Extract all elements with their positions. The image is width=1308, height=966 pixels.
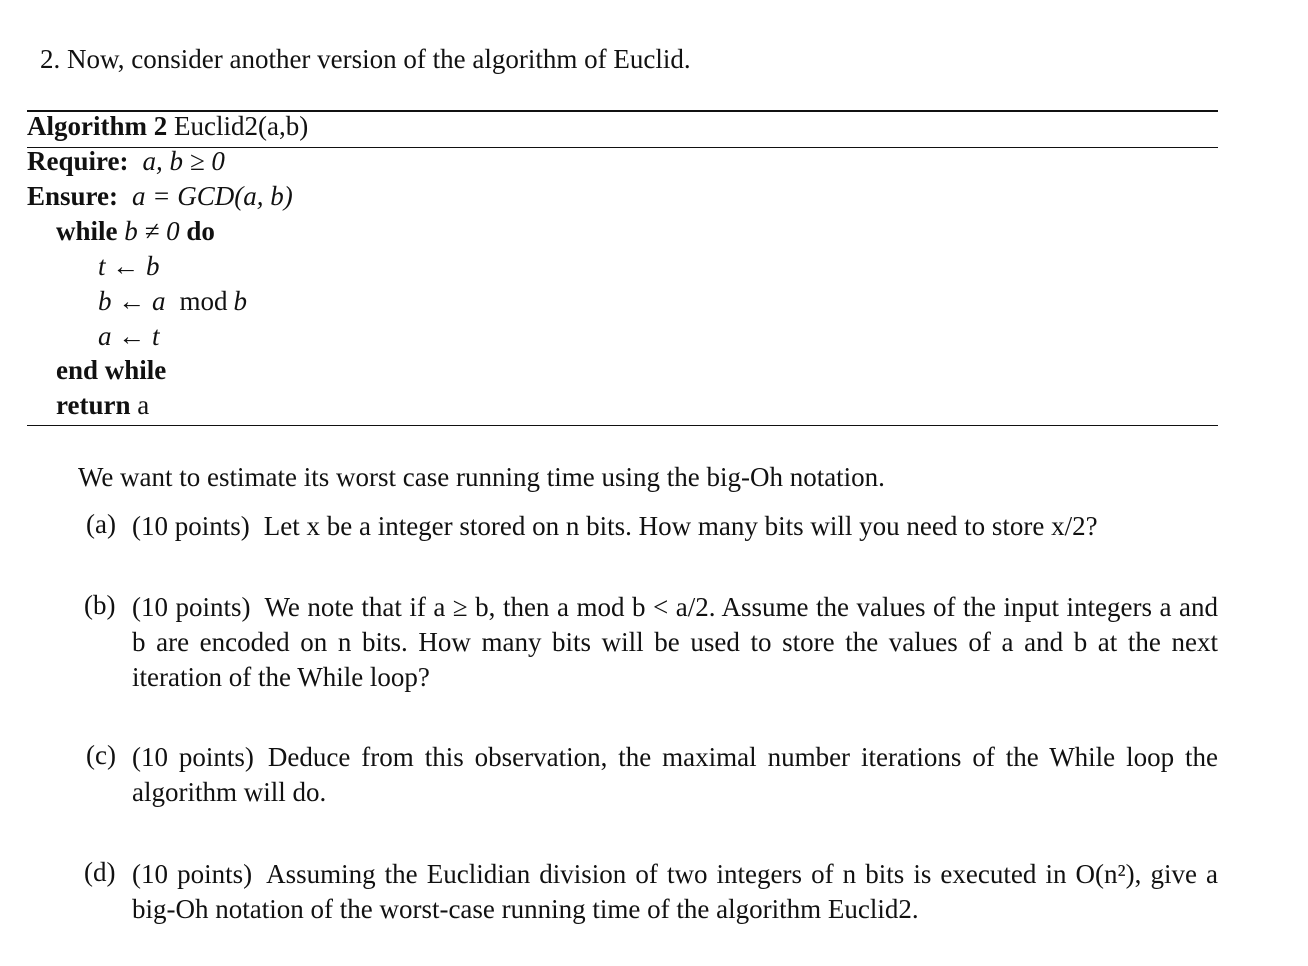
algorithm-ensure [27, 181, 293, 212]
algorithm-assign-b [98, 286, 247, 317]
assign-b-lhs: b ← a [98, 286, 166, 316]
question-lead: We want to estimate its worst case running time using the big-Oh notation. [78, 462, 885, 492]
algorithm-caption-label: Algorithm 2 [27, 111, 168, 141]
return-keyword: return [56, 390, 131, 420]
algorithm-end-while: end while [56, 355, 167, 385]
item-b-label: (b) [84, 590, 116, 620]
item-d-text [132, 857, 1218, 927]
item-c-points: (10 points) [132, 742, 254, 772]
item-a-body: Let x be a integer stored on n bits. How many bits will you need to store x/2? [263, 511, 1098, 541]
item-a-text [132, 509, 1098, 544]
item-c-body: Deduce from this observation, the maximal number iterations of the While loop the algorithm will do. [132, 742, 1218, 807]
item-b-points: (10 points) [132, 592, 251, 622]
algorithm-return-line [56, 390, 149, 421]
mod-operator: mod [179, 286, 228, 316]
while-condition: b ≠ 0 [124, 216, 180, 246]
ensure-label: Ensure: [27, 181, 119, 211]
item-b-body: We note that if a ≥ b, then a mod b < a/2. Assume the values of the input integers a and b are encoded on n bits. How many bits will be used to store the values of a and b at the next iteration of the While loop? [132, 592, 1218, 692]
question-intro: 2. Now, consider another version of the algorithm of Euclid. [40, 44, 691, 74]
item-c-text [132, 740, 1218, 810]
item-d-label: (d) [84, 857, 116, 887]
algorithm-require [27, 146, 225, 177]
item-b-text [132, 590, 1218, 695]
ensure-expression: a = GCD(a, b) [132, 181, 293, 211]
item-a-label: (a) [86, 509, 116, 539]
require-label: Require: [27, 146, 129, 176]
assign-b-rhs: b [233, 286, 248, 316]
algorithm-caption [27, 111, 308, 142]
item-a-points: (10 points) [132, 511, 250, 541]
algorithm-bottom-rule [27, 425, 1218, 426]
require-expression: a, b ≥ 0 [142, 146, 225, 176]
item-d-body: Assuming the Euclidian division of two integers of n bits is executed in O(n²), give a big-Oh notation of the worst-case running time of the algorithm Euclid2. [132, 859, 1218, 924]
while-keyword: while [56, 216, 118, 246]
algorithm-assign-t: t ← b [98, 251, 160, 281]
do-keyword: do [186, 216, 215, 246]
item-c-label: (c) [86, 740, 116, 770]
return-value: a [137, 390, 150, 420]
algorithm-assign-a: a ← t [98, 321, 160, 351]
item-d-points: (10 points) [132, 859, 253, 889]
algorithm-caption-name: Euclid2(a,b) [173, 111, 309, 141]
algorithm-while-line [56, 216, 215, 247]
